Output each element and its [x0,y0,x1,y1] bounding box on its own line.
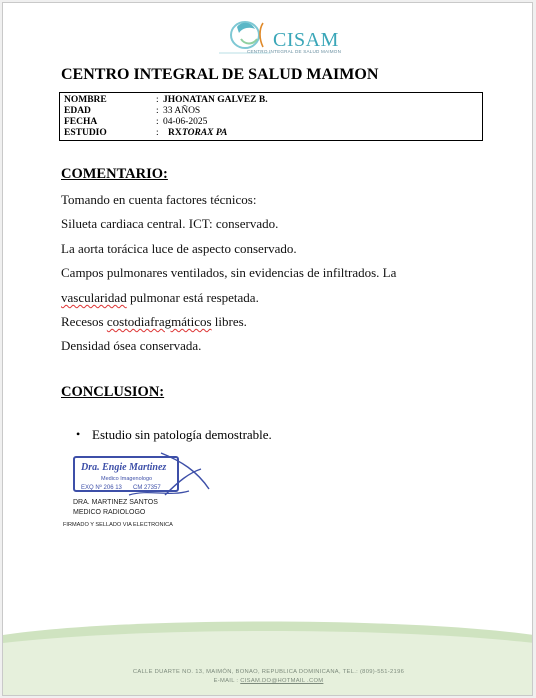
info-value-name: JHONATAN GALVEZ B. [163,95,268,105]
info-separator: : [156,106,159,116]
info-value-age: 33 AÑOS [163,106,201,116]
report-page [2,2,533,696]
comment-heading: COMENTARIO: [61,166,168,182]
info-separator: : [156,95,159,105]
document-title: CENTRO INTEGRAL DE SALUD MAIMON [61,66,379,83]
misspelled-word: vascularidad [61,290,127,305]
stamp-seal-icon [69,451,219,501]
logo-subtitle: CENTRO INTEGRAL DE SALUD MAIMON [247,49,342,54]
info-value-study-prefix: RX [168,128,182,138]
footer-email-line [3,678,533,684]
bullet-icon: • [76,427,81,441]
stamp-name: Dra. Engie Martinez [81,462,167,473]
footer-address: CALLE DUARTE NO. 13, MAIMÓN, BONAO, REPUBLICA DOMINICANA, TEL.: (809)-551-2196 [132,669,405,675]
comment-line-post: libres. [211,314,247,329]
comment-line [61,290,259,306]
misspelled-word: costodiafragmáticos [106,314,212,329]
doctor-stamp [69,451,219,501]
signature-title: MEDICO RADIOLOGO [73,509,146,516]
comment-line: Tomando en cuenta factores técnicos: [61,192,257,207]
comment-line [61,314,247,330]
info-separator: : [156,128,159,138]
comment-line: Densidad ósea conservada. [61,338,202,353]
info-label: ESTUDIO [64,128,107,138]
signature-name: DRA. MARTINEZ SANTOS [73,499,158,506]
info-label: FECHA [64,117,98,127]
patient-info-box [59,92,483,141]
info-label: NOMBRE [64,95,107,105]
info-value-study: TORAX PA [182,128,228,138]
comment-line: La aorta torácica luce de aspecto conservado. [61,241,297,256]
comment-line: Campos pulmonares ventilados, sin evidencias de infiltrados. La [61,265,397,280]
stamp-role: Medico Imagenologo [101,476,153,482]
info-value-date: 04-06-2025 [163,117,208,127]
comment-line-rest: pulmonar está respetada. [126,290,259,305]
conclusion-text: Estudio sin patología demostrable. [92,427,272,442]
cisam-logo [215,15,345,63]
footer-email: CISAM.DO@HOTMAIL .COM [240,678,324,684]
conclusion-heading: CONCLUSION: [61,384,165,400]
info-separator: : [156,117,159,127]
logo-wordmark: CISAM [273,29,339,51]
comment-line: Silueta cardiaca central. ICT: conservado. [61,216,279,231]
stamp-cmd: CM 27357 [133,485,161,491]
comment-line-pre: Recesos [61,314,107,329]
info-label: EDAD [64,106,91,116]
stamp-exequatur: EXQ Nº 206 13 [81,485,122,491]
footer-email-label: E-MAIL : [213,678,241,684]
signature-note: FIRMADO Y SELLADO VIA ELECTRONICA [63,522,173,528]
